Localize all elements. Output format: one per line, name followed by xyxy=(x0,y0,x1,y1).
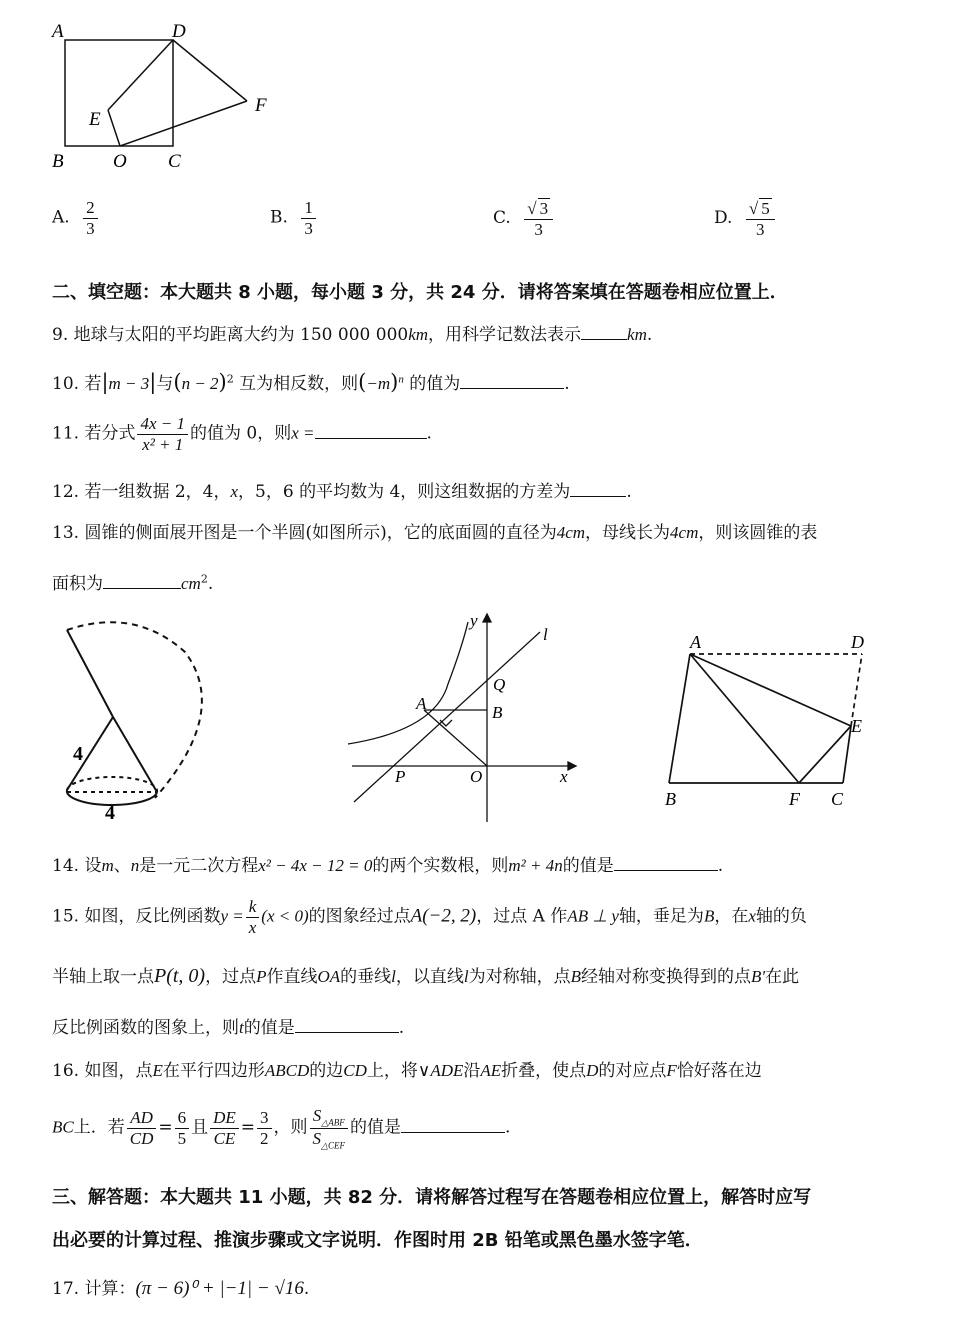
fraction-denominator: CD xyxy=(129,1128,154,1148)
label-q: Q xyxy=(493,675,506,694)
fraction-numerator: 6 xyxy=(175,1108,190,1129)
label-e: E xyxy=(89,109,101,130)
variable: BC xyxy=(52,1117,74,1137)
question-text: 若 xyxy=(84,374,102,394)
question-text: 折叠，使点 xyxy=(501,1061,587,1081)
question-text: 的边 xyxy=(309,1061,344,1081)
label-o: O xyxy=(470,767,483,786)
answer-blank[interactable] xyxy=(401,1132,505,1133)
fraction-denominator: 3 xyxy=(86,218,95,238)
figure-inverse-function-graph xyxy=(340,612,580,827)
variable: AE xyxy=(480,1061,502,1080)
variable: D xyxy=(586,1061,599,1080)
period: . xyxy=(426,423,432,444)
answer-blank[interactable] xyxy=(295,1032,399,1033)
fraction-denominator: x xyxy=(248,917,257,937)
question-text: 轴的负 xyxy=(755,906,807,927)
answer-blank[interactable] xyxy=(315,438,427,439)
unit: cm xyxy=(181,574,201,593)
exponent: n xyxy=(398,373,404,386)
label-f: F xyxy=(255,95,267,116)
separator: 、 xyxy=(113,856,131,876)
question-text: ，则 xyxy=(273,1117,308,1138)
fraction-numerator: 5 xyxy=(761,199,770,218)
fraction-numerator: 2 xyxy=(83,198,98,219)
question-number: 12. xyxy=(52,482,80,502)
segment-fe xyxy=(799,726,851,783)
fraction-numerator: 4x − 1 xyxy=(137,414,188,435)
fraction-denominator: 3 xyxy=(534,219,543,239)
label-d: D xyxy=(851,632,864,652)
variable: ADE xyxy=(430,1061,464,1080)
question-text: 且 xyxy=(191,1117,209,1138)
question-text: 的图象经过点 xyxy=(308,906,411,927)
fraction-numerator: AD xyxy=(127,1108,156,1129)
math-expression: (π − 6)⁰ + |−1| − √16 xyxy=(135,1278,304,1299)
variable: P xyxy=(256,967,267,986)
variable: l xyxy=(391,967,396,986)
period: . xyxy=(504,1117,511,1138)
variable: E xyxy=(152,1061,163,1080)
y-axis-arrow xyxy=(483,614,491,622)
variable: x xyxy=(230,482,239,501)
question-text: 为对称轴，点 xyxy=(468,967,571,987)
question-text: 反比例函数的图象上，则 xyxy=(52,1018,239,1038)
unit: km xyxy=(408,325,429,344)
label-b: B xyxy=(492,703,503,722)
exponent: 2 xyxy=(226,372,234,386)
question-text: 互为相反数，则 xyxy=(239,374,359,394)
option-letter: D. xyxy=(714,208,733,229)
period: . xyxy=(646,325,653,345)
question-text: 若分式 xyxy=(84,423,136,444)
question-text: 与 xyxy=(156,374,174,394)
variable: CD xyxy=(343,1061,367,1080)
equals-sign: = xyxy=(240,1117,256,1138)
section2-heading: 二、填空题：本大题共 8 小题，每小题 3 分，共 24 分．请将答案填在答题卷相应位置上． xyxy=(52,282,788,303)
question-text: 计算： xyxy=(84,1279,136,1299)
fraction-denominator: 3 xyxy=(304,218,313,238)
cone-side-label: 4 xyxy=(73,743,83,765)
hyperbola-curve xyxy=(348,622,468,744)
period: . xyxy=(207,574,214,594)
question-text: 经轴对称变换得到的点 xyxy=(581,967,752,987)
variable: x xyxy=(748,906,756,926)
question-12 xyxy=(52,477,632,502)
value: 4cm xyxy=(670,523,699,542)
question-number: 14. xyxy=(52,856,80,876)
semicircle-radius xyxy=(67,630,113,717)
question-text: ，在 xyxy=(714,906,749,927)
point: P(t, 0) xyxy=(154,965,206,987)
question-text: 作直线 xyxy=(266,967,318,987)
segment-af xyxy=(690,654,799,783)
equation: x² − 4x − 12 = 0 xyxy=(258,856,373,875)
label-o: O xyxy=(113,151,127,172)
answer-blank[interactable] xyxy=(460,388,564,389)
question-10: 10. 若|m − 3|与$(n - 2)^2$ 互为相反数，则$(-m)^n$ 的值为 . xyxy=(52,370,570,394)
option-letter: C. xyxy=(493,208,511,229)
question-text: 圆锥的侧面展开图是一个半圆(如图所示)，它的底面圆的直径为 xyxy=(84,523,557,543)
question-16 xyxy=(52,1056,762,1081)
question-text: 如图，反比例函数 xyxy=(84,906,221,927)
variable: OA xyxy=(317,967,341,986)
question-16-line2 xyxy=(52,1106,510,1150)
question-17 xyxy=(52,1274,309,1300)
option-letter: B. xyxy=(270,207,288,228)
label-a: A xyxy=(690,632,701,652)
option-letter: A. xyxy=(52,207,70,228)
period: . xyxy=(717,856,724,876)
question-text: 的两个实数根，则 xyxy=(372,856,509,876)
q8-option-a xyxy=(52,198,100,238)
question-15-line3 xyxy=(52,1013,404,1038)
question-text: 面积为 xyxy=(52,574,103,594)
label-d: D xyxy=(172,21,186,42)
question-text: 若一组数据 2，4， xyxy=(84,482,231,502)
exponent: 2 xyxy=(200,572,208,586)
question-text: ，则该圆锥的表 xyxy=(698,523,818,543)
variable: t xyxy=(239,1018,244,1037)
label-y: y xyxy=(470,612,478,630)
variable: m xyxy=(101,856,114,875)
question-text: 上．若 xyxy=(73,1117,125,1138)
variable: x = xyxy=(291,423,315,443)
fraction-denominator: x² + 1 xyxy=(142,434,184,454)
math-expression: n − 2 xyxy=(181,374,219,393)
cone-side-right xyxy=(113,717,157,792)
label-c: C xyxy=(831,789,844,809)
answer-blank[interactable] xyxy=(614,870,718,871)
question-14 xyxy=(52,851,723,876)
fraction-numerator: 3 xyxy=(257,1108,272,1129)
question-number: 11. xyxy=(52,423,80,444)
point: A(−2, 2) xyxy=(410,905,477,927)
label-b: B xyxy=(52,151,64,172)
figure-parallelogram xyxy=(655,622,885,814)
question-text: 地球与太阳的平均距离大约为 150 000 000 xyxy=(73,325,409,345)
label-x: x xyxy=(560,767,568,786)
question-text: 的值是 xyxy=(562,856,614,876)
math-expression: m² + 4n xyxy=(508,856,563,875)
variable: B xyxy=(703,906,715,926)
label-b: B xyxy=(665,789,676,809)
area-symbol: S xyxy=(312,1106,322,1125)
fraction-denominator: 3 xyxy=(756,219,765,239)
subscript: △CEF xyxy=(321,1140,345,1151)
question-11 xyxy=(52,414,432,454)
fraction-denominator: 2 xyxy=(260,1128,269,1148)
period: . xyxy=(564,374,570,394)
segment-eo xyxy=(108,110,120,146)
label-a: A xyxy=(52,21,64,42)
answer-blank[interactable] xyxy=(103,588,181,589)
math-expression: m − 3 xyxy=(108,374,150,393)
question-text: ，以直线 xyxy=(395,967,464,987)
question-text: 上，将∨ xyxy=(366,1061,431,1081)
math-expression: AB ⊥ y xyxy=(567,906,619,926)
variable: F xyxy=(666,1061,677,1080)
segment-df xyxy=(173,40,247,101)
math-expression: (x < 0) xyxy=(261,906,309,926)
fraction-numerator: 1 xyxy=(301,198,316,219)
label-c: C xyxy=(168,151,181,172)
segment-ae xyxy=(690,654,851,726)
question-text: 的值是 xyxy=(243,1018,295,1038)
math-expression: −m xyxy=(366,374,391,393)
question-13-line2 xyxy=(52,569,213,594)
period: . xyxy=(626,482,632,502)
semicircle-arc-dashed xyxy=(67,622,202,798)
question-number: 16. xyxy=(52,1061,80,1081)
section3-heading-line1: 三、解答题：本大题共 11 小题，共 82 分．请将解答过程写在答题卷相应位置上，解答时应写 xyxy=(52,1187,812,1208)
question-text: 的值是 xyxy=(349,1117,401,1138)
variable: l xyxy=(463,967,469,986)
q8-option-d: D. $\frac{√ 5}{3}$ xyxy=(714,198,777,239)
answer-blank[interactable] xyxy=(581,339,627,340)
variable: B′ xyxy=(751,967,766,986)
question-text: 在此 xyxy=(765,967,800,987)
question-text: 轴，垂足为 xyxy=(618,906,704,927)
question-text: ，母线长为 xyxy=(585,523,671,543)
question-text: 沿 xyxy=(463,1061,481,1081)
question-text: 如图，点 xyxy=(84,1061,153,1081)
question-text: 恰好落在边 xyxy=(676,1061,762,1081)
question-15-line2 xyxy=(52,962,799,988)
figure-square-abcd xyxy=(40,15,280,175)
question-9 xyxy=(52,320,652,345)
question-13 xyxy=(52,518,817,543)
question-text: 设 xyxy=(84,856,102,876)
question-text: 半轴上取一点 xyxy=(52,967,154,987)
variable: n xyxy=(130,856,140,875)
question-number: 10. xyxy=(52,374,80,394)
variable: B xyxy=(570,967,582,986)
variable: ABCD xyxy=(264,1061,310,1080)
square-outline xyxy=(65,40,173,146)
segment-fo xyxy=(120,101,247,146)
period: . xyxy=(398,1018,405,1038)
fraction-numerator: 3 xyxy=(539,199,549,218)
side-ab xyxy=(669,654,690,783)
segment-ao xyxy=(424,710,487,766)
question-text: 的垂线 xyxy=(340,967,392,987)
period: . xyxy=(303,1279,310,1299)
fraction-denominator: CE xyxy=(213,1128,236,1148)
cone-base-label: 4 xyxy=(105,802,115,824)
q8-option-b xyxy=(270,198,318,238)
question-number: 9. xyxy=(52,325,69,345)
fraction-numerator: k xyxy=(246,897,260,918)
equals-sign: = xyxy=(158,1117,173,1138)
question-text: 的值为 0，则 xyxy=(189,423,292,444)
area-symbol: S xyxy=(312,1128,322,1148)
question-text: ，过点 xyxy=(205,967,257,987)
q8-option-c: C. $\frac{√ 3}{3}$ xyxy=(493,198,555,239)
unit: km xyxy=(627,325,647,344)
question-15 xyxy=(52,897,807,937)
label-e: E xyxy=(851,716,862,736)
fraction-denominator: 5 xyxy=(177,1128,187,1148)
line-l xyxy=(354,632,540,802)
question-number: 17. xyxy=(52,1279,80,1299)
subscript: △ABF xyxy=(321,1117,345,1128)
question-text: 在平行四边形 xyxy=(162,1061,265,1081)
value: 4cm xyxy=(556,523,586,542)
question-text: ，5，6 的平均数为 4，则这组数据的方差为 xyxy=(238,482,571,502)
label-f: F xyxy=(789,789,800,809)
question-text: 的值为 xyxy=(409,374,461,394)
x-axis-arrow xyxy=(568,762,576,770)
base-ellipse-back xyxy=(67,777,157,792)
question-number: 15. xyxy=(52,906,80,927)
segment-de xyxy=(108,40,173,110)
label-l: l xyxy=(543,625,548,644)
label-a: A xyxy=(416,694,427,713)
question-text: 的对应点 xyxy=(598,1061,667,1081)
question-text: 是一元二次方程 xyxy=(139,856,259,876)
figure-cone-net xyxy=(55,612,225,827)
answer-blank[interactable] xyxy=(570,496,626,497)
fraction-numerator: DE xyxy=(210,1108,239,1129)
section3-heading-line2: 出必要的计算过程、推演步骤或文字说明．作图时用 2B 铅笔或黑色墨水签字笔． xyxy=(52,1230,703,1251)
question-text: ，用科学记数法表示 xyxy=(428,325,582,345)
question-number: 13. xyxy=(52,523,80,543)
math-expression: y = xyxy=(220,906,244,926)
question-text: ，过点 A 作 xyxy=(476,906,568,927)
label-p: P xyxy=(395,767,406,786)
